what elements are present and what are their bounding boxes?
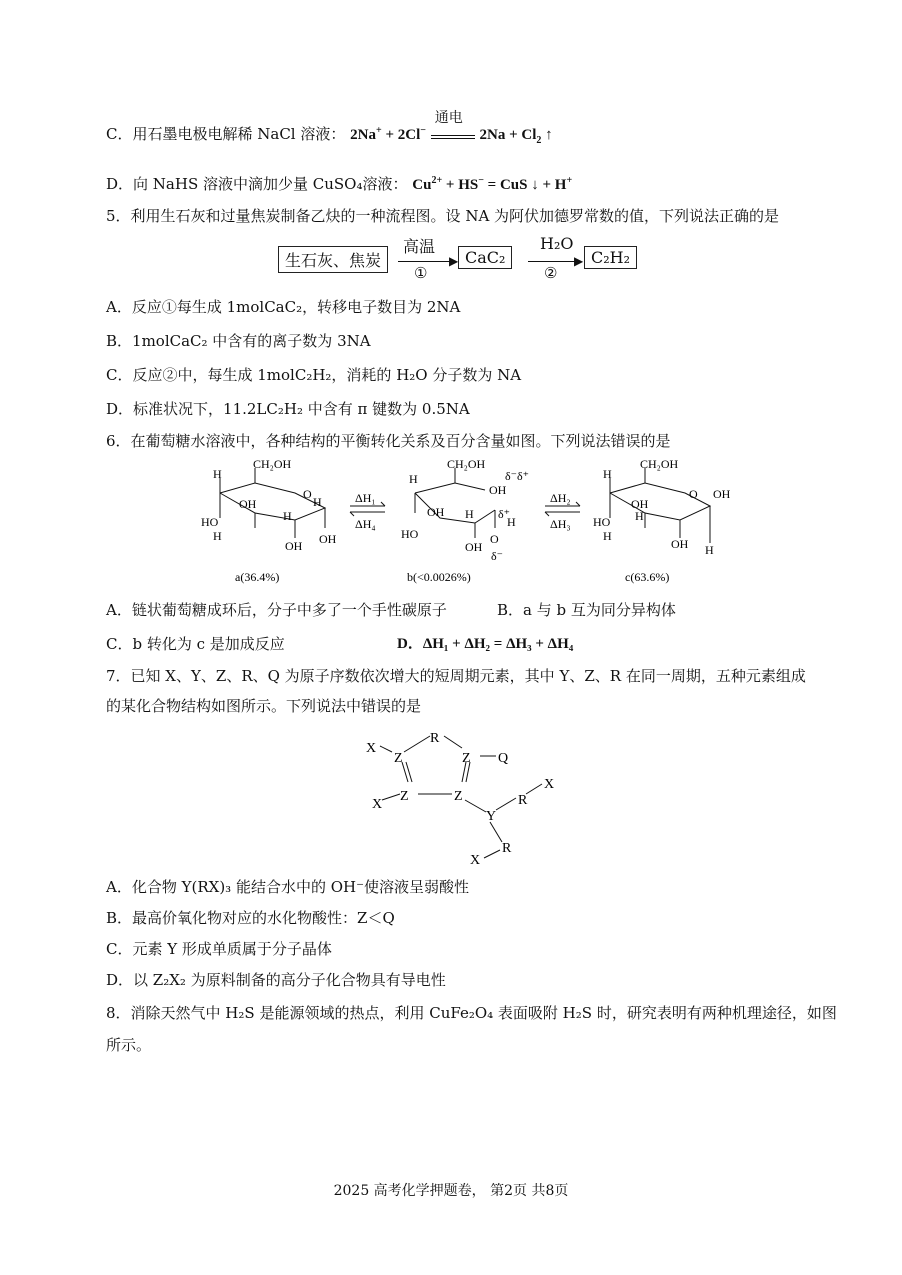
flow-box-reactants: 生石灰、焦炭 — [278, 246, 388, 273]
q8-stem-line2: 所示。 — [106, 1036, 152, 1054]
svg-text:O: O — [303, 487, 312, 501]
svg-text:H: H — [213, 467, 222, 481]
glucose-equilibrium-figure — [195, 458, 735, 588]
svg-text:R: R — [430, 731, 440, 746]
svg-text:H: H — [507, 515, 516, 529]
q5-option-c: C．反应②中，每生成 1molC₂H₂，消耗的 H₂O 分子数为 NA — [106, 366, 522, 384]
structure-c — [610, 468, 710, 543]
label-dh4: ΔH₄ — [355, 517, 376, 531]
svg-text:Z: Z — [400, 789, 409, 804]
structure-a — [220, 468, 325, 538]
svg-text:X: X — [366, 741, 377, 756]
q5-option-d: D．标准状况下，11.2LC₂H₂ 中含有 π 键数为 0.5NA — [106, 400, 470, 418]
svg-text:OH: OH — [239, 497, 257, 511]
svg-text:R: R — [502, 841, 512, 856]
q6-option-d: D．ΔH₁ + ΔH₂ = ΔH₃ + ΔH₄ — [397, 636, 574, 652]
svg-text:CH₂OH: CH₂OH — [447, 458, 486, 471]
svg-text:O: O — [490, 532, 499, 546]
flow-step1-number: ① — [414, 264, 428, 282]
svg-text:CH₂OH: CH₂OH — [640, 458, 679, 471]
flow-box-cac2: CaC₂ — [458, 246, 512, 269]
svg-text:H: H — [213, 529, 222, 543]
svg-text:X: X — [372, 797, 383, 812]
label-dh1: ΔH₁ — [355, 491, 376, 505]
svg-text:Z: Z — [462, 751, 471, 766]
svg-text:X: X — [544, 777, 555, 792]
svg-text:H: H — [635, 509, 644, 523]
svg-text:OH: OH — [671, 537, 689, 551]
q7-stem-line2: 的某化合物结构如图所示。下列说法中错误的是 — [106, 697, 422, 715]
q7-option-a: A．化合物 Y(RX)₃ 能结合水中的 OH⁻使溶液呈弱酸性 — [106, 878, 470, 896]
electrolysis-condition: 通电 — [434, 110, 463, 126]
q6-stem: 6．在葡萄糖水溶液中，各种结构的平衡转化关系及百分含量如图。下列说法错误的是 — [106, 432, 671, 450]
svg-text:O: O — [689, 487, 698, 501]
q7-option-d: D．以 Z₂X₂ 为原料制备的高分子化合物具有导电性 — [106, 971, 446, 989]
svg-text:H: H — [283, 509, 292, 523]
svg-text:Y: Y — [486, 809, 497, 824]
q7-option-b: B．最高价氧化物对应的水化物酸性：Z＜Q — [106, 909, 395, 927]
svg-text:H: H — [465, 507, 474, 521]
page-footer: 2025 高考化学押题卷， 第2页 共8页 — [333, 1183, 569, 1199]
label-dh3: ΔH₃ — [550, 517, 571, 531]
label-b: b(<0.0026%) — [407, 570, 471, 584]
q4-option-d: D．向 NaHS 溶液中滴加少量 CuSO₄溶液： $Cu^{2+} + HS^-$ = CuS ↓ + H+ — [106, 175, 573, 193]
svg-text:HO: HO — [593, 515, 611, 529]
flow-box-c2h2: C₂H₂ — [584, 246, 637, 269]
q6-option-b: B．a 与 b 互为同分异构体 — [497, 601, 676, 619]
flow-step2-condition: H₂O — [540, 234, 574, 253]
q6-option-c: C．b 转化为 c 是加成反应 — [106, 635, 285, 653]
svg-text:δ⁻: δ⁻ — [491, 549, 503, 563]
svg-text:OH: OH — [489, 483, 507, 497]
svg-text:H: H — [313, 495, 322, 509]
q5-option-a: A．反应①每生成 1molCaC₂，转移电子数目为 2NA — [106, 298, 461, 316]
q5-stem: 5．利用生石灰和过量焦炭制备乙炔的一种流程图。设 NA 为阿伏加德罗常数的值，下列说法正确的是 — [106, 207, 780, 225]
svg-text:H: H — [705, 543, 714, 557]
svg-text:H: H — [603, 529, 612, 543]
q4-option-c-label: C．用石墨电极电解稀 NaCl 溶液： — [106, 125, 346, 143]
svg-text:OH: OH — [465, 540, 483, 554]
svg-text:OH: OH — [631, 497, 649, 511]
q7-structure-figure — [362, 722, 562, 872]
q5-option-b: B．1molCaC₂ 中含有的离子数为 3NA — [106, 332, 371, 350]
svg-text:HO: HO — [401, 527, 419, 541]
svg-text:OH: OH — [427, 505, 445, 519]
label-dh2: ΔH₂ — [550, 491, 571, 505]
svg-text:δ⁻δ⁺: δ⁻δ⁺ — [505, 469, 529, 483]
flow-step2-number: ② — [544, 264, 558, 282]
svg-text:X: X — [470, 853, 481, 868]
q8-stem-line1: 8．消除天然气中 H₂S 是能源领域的热点，利用 CuFe₂O₄ 表面吸附 H₂S 时，研究表明有两种机理途径，如图 — [106, 1004, 837, 1022]
structure-b — [415, 468, 495, 538]
q4-option-c: C．用石墨电极电解稀 NaCl 溶液： 2Na+ + 2Cl− 通电 $2Na + Cl_2$ ↑ — [106, 110, 553, 146]
svg-text:Z: Z — [394, 751, 403, 766]
svg-text:OH: OH — [285, 539, 303, 553]
svg-text:H: H — [603, 467, 612, 481]
q5-flowchart: 生石灰、焦炭 高温 ▶ ① CaC₂ H₂O ▶ ② C₂H₂ — [278, 238, 658, 288]
svg-text:HO: HO — [201, 515, 219, 529]
svg-text:Q: Q — [498, 751, 509, 766]
flow-step1-condition: 高温 — [403, 237, 436, 256]
svg-text:Z: Z — [454, 789, 463, 804]
label-c: c(63.6%) — [625, 570, 670, 584]
svg-text:H: H — [409, 472, 418, 486]
svg-text:CH₂OH: CH₂OH — [253, 458, 292, 471]
q7-stem-line1: 7．已知 X、Y、Z、R、Q 为原子序数依次增大的短周期元素，其中 Y、Z、R 在同一周期，五种元素组成 — [106, 667, 806, 685]
q4-option-d-label: D．向 NaHS 溶液中滴加少量 CuSO₄溶液： — [106, 175, 408, 193]
q7-option-c: C．元素 Y 形成单质属于分子晶体 — [106, 940, 332, 958]
q6-option-a: A．链状葡萄糖成环后，分子中多了一个手性碳原子 — [106, 601, 447, 619]
svg-text:R: R — [518, 793, 528, 808]
svg-text:OH: OH — [713, 487, 731, 501]
label-a: a(36.4%) — [235, 570, 280, 584]
svg-text:δ⁺: δ⁺ — [498, 507, 510, 521]
svg-text:OH: OH — [319, 532, 337, 546]
